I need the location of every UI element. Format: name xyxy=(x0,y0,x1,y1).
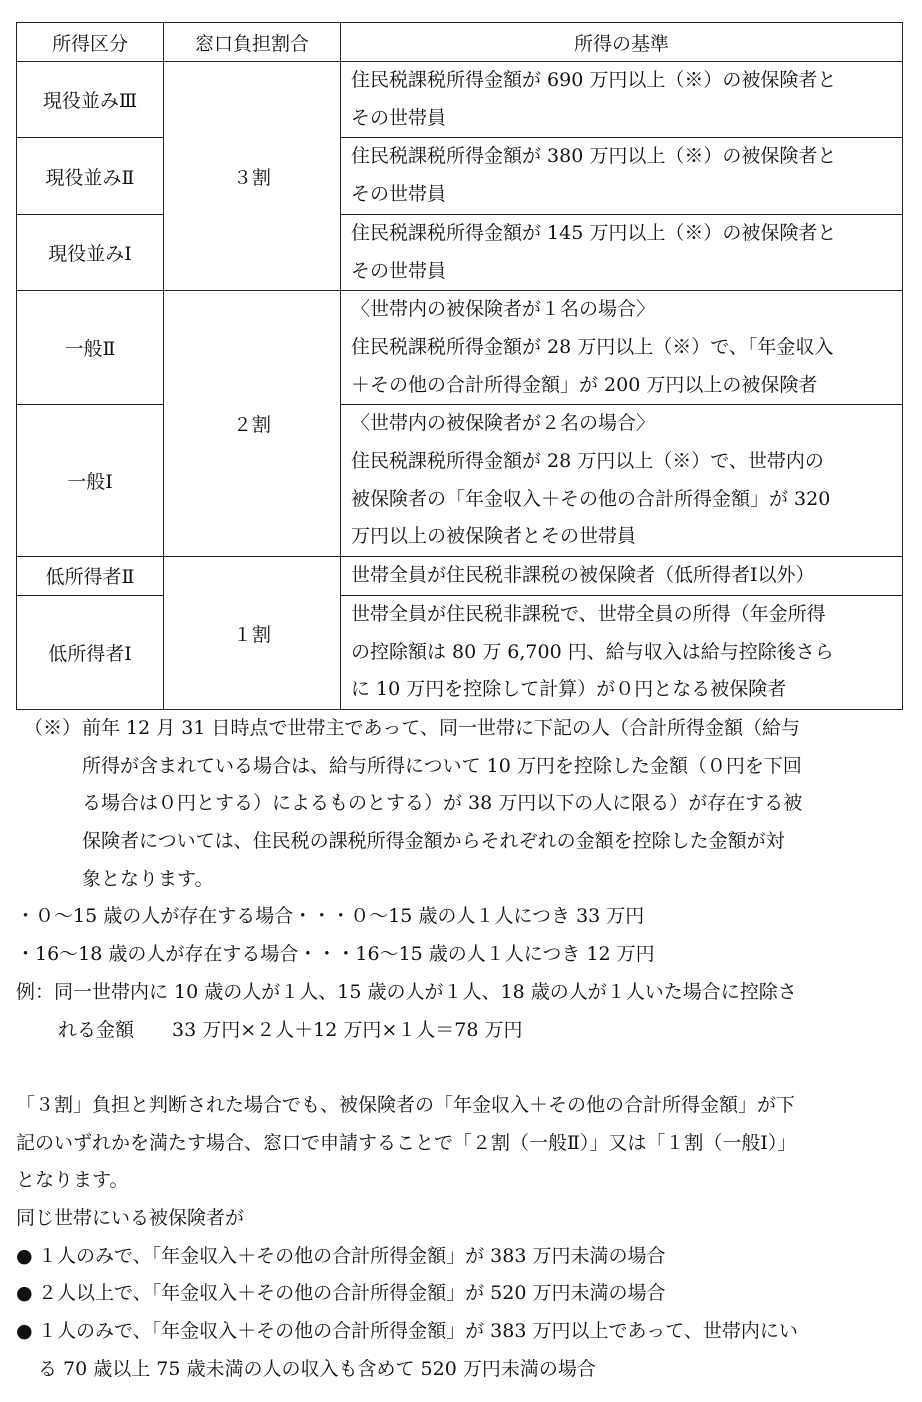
bullet-item xyxy=(16,1313,902,1388)
table-header-row xyxy=(17,23,903,62)
criteria-line: の控除額は 80 万 6,700 円、給与収入は給与控除後さら xyxy=(351,640,834,663)
table-row xyxy=(17,62,903,138)
table-row xyxy=(17,291,903,405)
table-row xyxy=(17,595,903,709)
criteria-cell xyxy=(341,557,903,596)
ratio-cell: ２割 xyxy=(164,291,341,557)
category-cell: 現役並みⅡ xyxy=(17,138,164,214)
deduction-line: ・０～15 歳の人が存在する場合・・・０～15 歳の人１人につき 33 万円 xyxy=(16,905,645,928)
criteria-line: 〈世帯内の被保険者が１名の場合〉 xyxy=(351,298,656,321)
criteria-line: 住民税課税所得金額が 28 万円以上（※）で、「年金収入 xyxy=(351,335,834,358)
header-criteria: 所得の基準 xyxy=(341,23,903,62)
paragraph-line: となります。 xyxy=(16,1169,129,1192)
criteria-line: 住民税課税所得金額が 380 万円以上（※）の被保険者と xyxy=(351,145,837,168)
criteria-line: その世帯員 xyxy=(351,183,447,206)
example-mark: 例： xyxy=(16,980,55,1003)
lead-text: 同じ世帯にいる被保険者が xyxy=(16,1207,245,1230)
note-body xyxy=(82,710,902,899)
spacer xyxy=(16,1049,902,1087)
paragraph-line: 記のいずれかを満たす場合、窓口で申請することで「２割（一般Ⅱ）」又は「１割（一般Ⅰ）」 xyxy=(16,1131,797,1154)
criteria-line: ＋その他の合計所得金額」が 200 万円以上の被保険者 xyxy=(351,373,818,396)
category-cell: 一般Ⅱ xyxy=(17,291,164,405)
criteria-cell xyxy=(341,214,903,290)
criteria-line: 住民税課税所得金額が 28 万円以上（※）で、世帯内の xyxy=(351,450,824,473)
criteria-line: 〈世帯内の被保険者が２名の場合〉 xyxy=(351,412,656,435)
category-cell: 現役並みⅠ xyxy=(17,214,164,290)
criteria-line: に 10 万円を控除して計算）が０円となる被保険者 xyxy=(351,678,787,701)
criteria-cell xyxy=(341,62,903,138)
table-row xyxy=(17,138,903,214)
criteria-line: 世帯全員が住民税非課税の被保険者（低所得者Ⅰ以外） xyxy=(351,564,815,587)
category-cell: 低所得者Ⅱ xyxy=(17,557,164,596)
ratio-cell: １割 xyxy=(164,557,341,710)
table-row xyxy=(17,557,903,596)
criteria-cell xyxy=(341,291,903,405)
bullet-line: １人のみで、「年金収入＋その他の合計所得金額」が 383 万円未満の場合 xyxy=(38,1244,666,1267)
bullet-icon: ● xyxy=(16,1320,33,1343)
bullet-item xyxy=(16,1275,902,1313)
bullet-icon: ● xyxy=(16,1244,33,1267)
example-text: 同一世帯内に 10 歳の人が１人、15 歳の人が１人、18 歳の人が１人いた場合に控除さ xyxy=(54,980,797,1003)
criteria-cell xyxy=(341,595,903,709)
criteria-line: 万円以上の被保険者とその世帯員 xyxy=(351,525,637,548)
bullet-line: ２人以上で、「年金収入＋その他の合計所得金額」が 520 万円未満の場合 xyxy=(38,1282,666,1305)
criteria-cell xyxy=(341,138,903,214)
note-line: 前年 12 月 31 日時点で世帯主であって、同一世帯に下記の人（合計所得金額（給与 xyxy=(82,716,800,739)
criteria-line: 世帯全員が住民税非課税で、世帯全員の所得（年金所得 xyxy=(351,602,826,625)
header-ratio: 窓口負担割合 xyxy=(164,23,341,62)
example-line: れる金額 33 万円×２人＋12 万円×１人＝78 万円 xyxy=(58,1018,523,1041)
ratio-cell: ３割 xyxy=(164,62,341,291)
income-classification-table xyxy=(16,22,903,710)
deduction-line: ・16～18 歳の人が存在する場合・・・16～15 歳の人１人につき 12 万円 xyxy=(16,943,655,966)
criteria-cell xyxy=(341,405,903,557)
document xyxy=(16,22,902,1389)
example-line xyxy=(16,974,902,1012)
criteria-line: 住民税課税所得金額が 690 万円以上（※）の被保険者と xyxy=(351,69,837,91)
category-cell: 一般Ⅰ xyxy=(17,405,164,557)
table-row xyxy=(17,405,903,557)
category-cell: 現役並みⅢ xyxy=(17,62,164,138)
criteria-line: その世帯員 xyxy=(351,259,447,282)
bullet-icon: ● xyxy=(16,1282,33,1305)
note-line: 象となります。 xyxy=(82,867,214,890)
note-line: る場合は０円とする）によるものとする）が 38 万円以下の人に限る）が存在する被 xyxy=(82,792,803,815)
note-line: 所得が含まれている場合は、給与所得について 10 万円を控除した金額（０円を下回 xyxy=(82,754,802,777)
asterisk-note xyxy=(16,710,902,899)
bullet-item xyxy=(16,1238,902,1276)
category-cell: 低所得者Ⅰ xyxy=(17,595,164,709)
notes xyxy=(16,710,902,1389)
note-mark: （※） xyxy=(24,716,82,739)
header-category: 所得区分 xyxy=(17,23,164,62)
bullet-line: る 70 歳以上 75 歳未満の人の収入も含めて 520 万円未満の場合 xyxy=(38,1357,596,1380)
criteria-line: その世帯員 xyxy=(351,106,447,129)
example xyxy=(16,974,902,1049)
criteria-line: 被保険者の「年金収入＋その他の合計所得金額」が 320 xyxy=(351,487,831,510)
criteria-line: 住民税課税所得金額が 145 万円以上（※）の被保険者と xyxy=(351,221,837,244)
bullet-line: １人のみで、「年金収入＋その他の合計所得金額」が 383 万円以上であって、世帯内にい xyxy=(38,1320,798,1343)
table-row xyxy=(17,214,903,290)
note-line: 保険者については、住民税の課税所得金額からそれぞれの金額を控除した金額が対 xyxy=(82,830,785,853)
paragraph-line: 「３割」負担と判断された場合でも、被保険者の「年金収入＋その他の合計所得金額」が下 xyxy=(16,1093,796,1116)
